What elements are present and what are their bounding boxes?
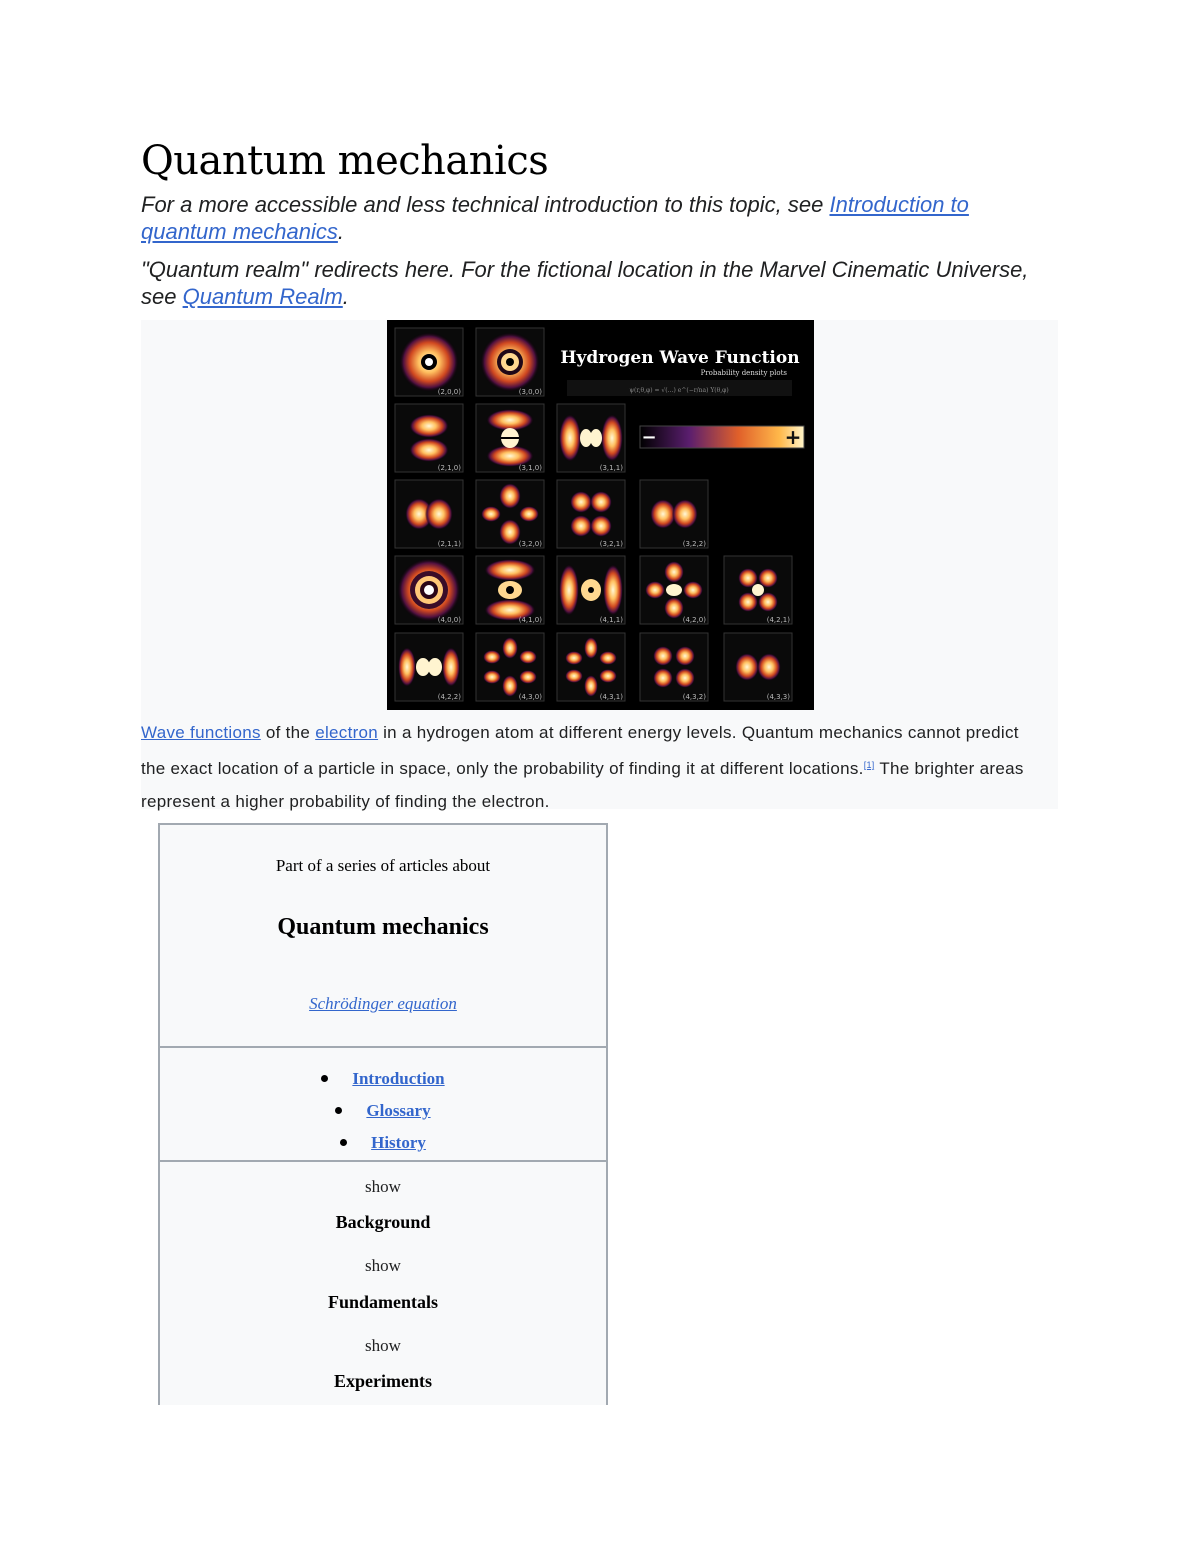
nav-item-history [160, 1127, 606, 1159]
orbital-tile [557, 480, 625, 548]
reference-link[interactable]: [1] [863, 760, 875, 770]
bullet-icon [340, 1139, 347, 1146]
bullet-icon [335, 1107, 342, 1114]
orbital-tile [476, 328, 544, 396]
caption-text: of the [260, 723, 316, 742]
infobox-subtitle: Part of a series of articles about [275, 856, 491, 875]
image-title: Hydrogen Wave Function [560, 348, 800, 368]
orbital-tile [476, 556, 544, 624]
figure-caption [141, 716, 1041, 818]
svg-text:ψ(r,θ,φ) = √(…) e^(−r/na) Y(θ,: ψ(r,θ,φ) = √(…) e^(−r/na) Y(θ,φ) [629, 387, 729, 394]
orbital-tile [395, 404, 463, 472]
background-show-toggle[interactable]: show [365, 1177, 401, 1196]
wave-functions-link[interactable]: Wave functions [141, 723, 261, 742]
introduction-nav-link[interactable]: Introduction [352, 1069, 445, 1088]
infobox-nav [160, 1063, 606, 1159]
orbital-label: (4,3,3) [766, 693, 790, 701]
electron-link[interactable]: electron [315, 723, 379, 742]
orbital-label: (4,2,0) [682, 616, 706, 624]
orbital-tile [395, 328, 463, 396]
orbital-tile [476, 404, 544, 472]
caption-text: The brighter areas represent a higher probability of finding the electron. [141, 759, 1024, 811]
orbital-label: (4,3,2) [682, 693, 706, 701]
nav-item-introduction [160, 1063, 606, 1095]
fundamentals-show-toggle[interactable]: show [365, 1256, 401, 1275]
orbital-tile [640, 633, 708, 701]
orbital-label: (4,3,0) [518, 693, 542, 701]
background-group-label: Background [335, 1212, 431, 1232]
orbital-label: (2,1,0) [437, 464, 461, 472]
infobox-heading: Quantum mechanics [277, 914, 489, 940]
experiments-show-toggle[interactable]: show [365, 1336, 401, 1355]
orbital-tile [395, 556, 463, 624]
hatnote-text: "Quantum realm" redirects here. For the fictional location in the Marvel Cinematic Universe, see [141, 257, 1029, 309]
orbital-tile [557, 556, 625, 624]
image-subtitle: Probability density plots [700, 369, 787, 377]
hatnote-end: . [337, 219, 345, 244]
infobox-divider [160, 1160, 606, 1162]
orbital-tile [395, 633, 463, 701]
orbital-label: (4,1,1) [599, 616, 623, 624]
bullet-icon [321, 1075, 328, 1082]
orbital-tile [640, 556, 708, 624]
orbital-label: (3,1,1) [599, 464, 623, 472]
hatnote-redirect [141, 256, 1051, 310]
hatnote-introduction [141, 191, 1051, 245]
orbital-label: (3,1,0) [518, 464, 542, 472]
orbital-tile [395, 480, 463, 548]
page-title: Quantum mechanics [141, 138, 549, 184]
series-infobox [158, 823, 608, 1405]
figure-box [141, 320, 1058, 809]
orbital-tile [724, 633, 792, 701]
orbital-label: (2,0,0) [437, 388, 461, 396]
orbital-tile [557, 633, 625, 701]
experiments-group-label: Experiments [334, 1371, 432, 1391]
scale-plus: + [784, 425, 802, 449]
orbital-tile [557, 404, 625, 472]
infobox-divider [160, 1046, 606, 1048]
orbital-label: (3,2,1) [599, 540, 623, 548]
orbital-label: (4,3,1) [599, 693, 623, 701]
orbital-label: (3,0,0) [518, 388, 542, 396]
orbital-label: (4,2,2) [437, 693, 461, 701]
orbital-tile [724, 556, 792, 624]
color-scale [640, 425, 804, 449]
hatnote-end: . [342, 284, 349, 309]
orbital-label: (3,2,0) [518, 540, 542, 548]
fundamentals-group-label: Fundamentals [327, 1292, 439, 1312]
caption-text: in a hydrogen atom at different energy levels. Quantum mechanics cannot predict the exact location of a particle in space, only the probability of finding it at different locations. [141, 723, 1019, 778]
scale-minus: − [641, 427, 657, 448]
orbital-label: (2,1,1) [437, 540, 461, 548]
orbital-tile [476, 633, 544, 701]
nav-item-glossary [160, 1095, 606, 1127]
orbital-tile [640, 480, 708, 548]
hydrogen-wave-function-image[interactable] [387, 320, 814, 710]
orbital-label: (4,2,1) [766, 616, 790, 624]
schrodinger-equation-link[interactable]: Schrödinger equation [309, 994, 457, 1013]
orbital-label: (3,2,2) [682, 540, 706, 548]
introduction-link[interactable]: Introduction to quantum mechanics [141, 192, 969, 244]
hatnote-text: For a more accessible and less technical introduction to this topic, see [141, 192, 830, 217]
quantum-realm-link[interactable]: Quantum Realm [182, 284, 343, 309]
orbital-label: (4,0,0) [437, 616, 461, 624]
glossary-nav-link[interactable]: Glossary [366, 1101, 431, 1120]
orbital-label: (4,1,0) [518, 616, 542, 624]
orbital-tile [476, 480, 544, 548]
history-nav-link[interactable]: History [371, 1133, 426, 1152]
